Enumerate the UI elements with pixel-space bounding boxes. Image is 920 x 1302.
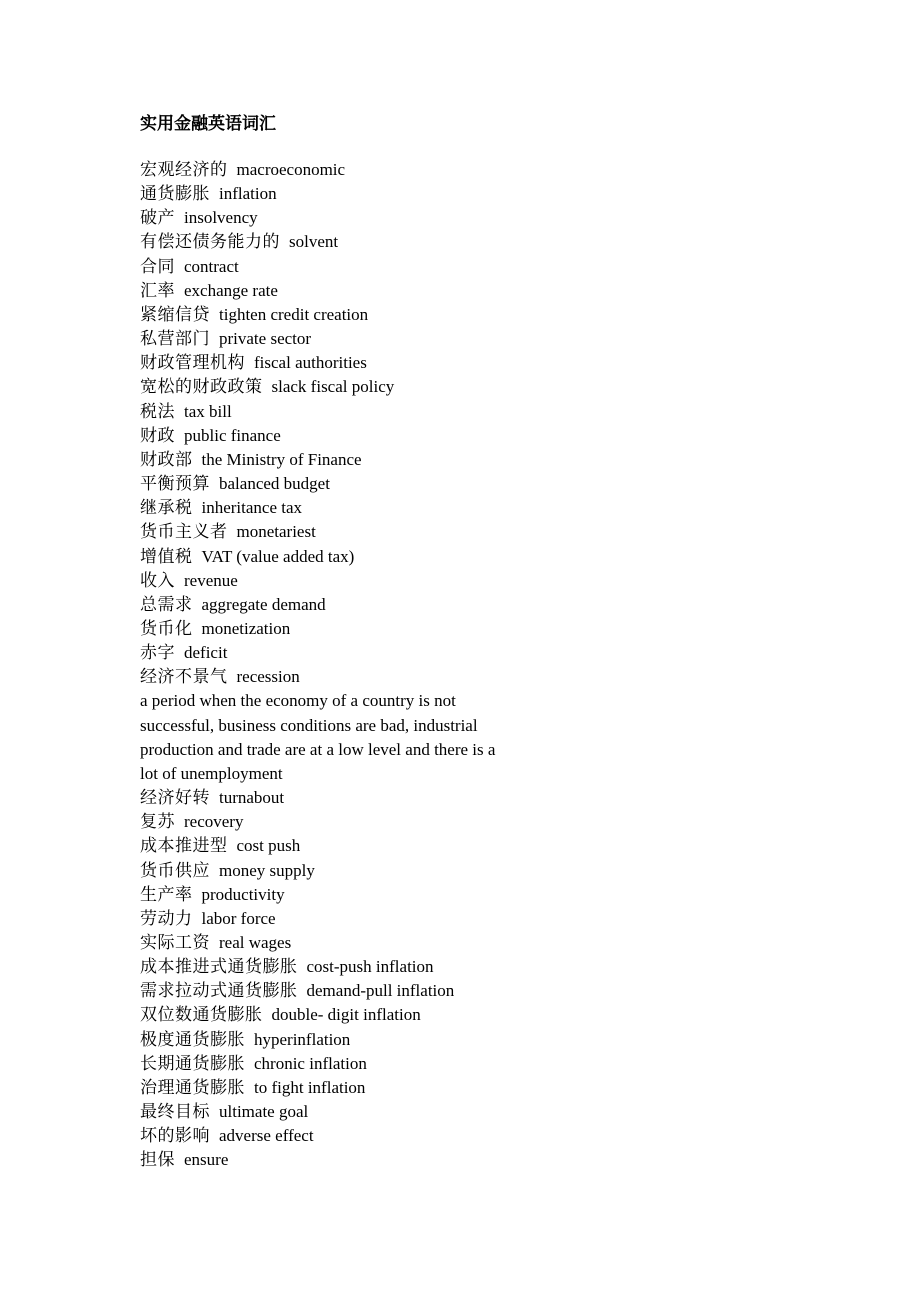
term-chinese: 财政部: [140, 449, 193, 469]
term-english: slack fiscal policy: [271, 377, 395, 397]
term-english: exchange rate: [184, 280, 278, 300]
term-english: recession: [236, 667, 300, 687]
list-item: [140, 182, 520, 206]
term-english: ensure: [184, 1150, 229, 1170]
list-item: [140, 375, 520, 399]
list-item: [140, 448, 520, 472]
term-english: tax bill: [184, 401, 232, 421]
term-english: double- digit inflation: [271, 1005, 421, 1025]
list-item: [140, 641, 520, 665]
term-english: the Ministry of Finance: [201, 449, 362, 469]
term-chinese: 平衡预算: [140, 474, 210, 494]
list-item: [140, 617, 520, 641]
term-english: productivity: [201, 884, 285, 904]
term-english: balanced budget: [219, 474, 330, 494]
term-english: contract: [184, 256, 239, 276]
term-chinese: 需求拉动式通货膨胀: [140, 981, 298, 1001]
term-english: aggregate demand: [201, 594, 326, 614]
term-english: macroeconomic: [236, 160, 346, 179]
term-chinese: 成本推进型: [140, 836, 228, 856]
list-item: [140, 1100, 520, 1124]
term-chinese: 破产: [140, 208, 175, 228]
term-chinese: 财政: [140, 425, 175, 445]
term-english: VAT (value added tax): [201, 546, 355, 566]
term-english: private sector: [219, 329, 312, 349]
term-chinese: 成本推进式通货膨胀: [140, 957, 298, 977]
term-english: monetariest: [236, 522, 316, 542]
term-english: labor force: [201, 908, 276, 928]
term-chinese: 宏观经济的: [140, 160, 228, 179]
recession-definition: a period when the economy of a country is not successful, business conditions are bad, industrial production and trade are at a low level and there is a lot of unemployment: [140, 691, 496, 783]
list-item: [140, 931, 520, 955]
term-english: chronic inflation: [254, 1053, 367, 1073]
term-english: insolvency: [184, 208, 258, 228]
term-english: recovery: [184, 812, 244, 832]
term-chinese: 宽松的财政政策: [140, 377, 263, 397]
term-english: money supply: [219, 860, 315, 880]
list-item: [140, 979, 520, 1003]
term-chinese: 增值税: [140, 546, 193, 566]
term-chinese: 坏的影响: [140, 1126, 210, 1146]
document-title: 实用金融英语词汇: [140, 114, 276, 133]
term-chinese: 合同: [140, 256, 175, 276]
term-english: to fight inflation: [254, 1077, 366, 1097]
term-chinese: 治理通货膨胀: [140, 1077, 245, 1097]
list-item: [140, 1076, 520, 1100]
list-item: [140, 1028, 520, 1052]
list-item: [140, 496, 520, 520]
term-english: ultimate goal: [219, 1102, 309, 1122]
list-item: [140, 907, 520, 931]
term-english: revenue: [184, 570, 238, 590]
list-item: [140, 279, 520, 303]
term-chinese: 复苏: [140, 812, 175, 832]
term-english: tighten credit creation: [219, 304, 369, 324]
term-english: deficit: [184, 643, 228, 663]
list-item: [140, 206, 520, 230]
term-english: monetization: [201, 618, 291, 638]
list-item: [140, 1124, 520, 1148]
list-item: [140, 859, 520, 883]
term-chinese: 极度通货膨胀: [140, 1029, 245, 1049]
term-chinese: 财政管理机构: [140, 353, 245, 373]
term-english: inheritance tax: [201, 498, 303, 518]
list-item: [140, 158, 520, 182]
list-item: [140, 520, 520, 544]
term-chinese: 总需求: [140, 594, 193, 614]
list-item: [140, 786, 520, 810]
term-english: demand-pull inflation: [306, 981, 455, 1001]
term-chinese: 经济好转: [140, 788, 210, 808]
term-chinese: 收入: [140, 570, 175, 590]
term-chinese: 最终目标: [140, 1102, 210, 1122]
term-english: public finance: [184, 425, 281, 445]
term-chinese: 货币主义者: [140, 522, 228, 542]
term-english: turnabout: [219, 788, 285, 808]
list-item: [140, 230, 520, 254]
term-chinese: 货币化: [140, 618, 193, 638]
list-item: [140, 955, 520, 979]
list-item: [140, 472, 520, 496]
term-chinese: 实际工资: [140, 933, 210, 952]
term-english: solvent: [289, 232, 339, 252]
list-item: [140, 665, 520, 689]
list-item: [140, 1003, 520, 1027]
list-item: [140, 424, 520, 448]
term-chinese: 双位数通货膨胀: [140, 1005, 263, 1025]
term-english: cost push: [236, 836, 301, 856]
term-english: cost-push inflation: [306, 957, 434, 977]
term-english: fiscal authorities: [254, 353, 367, 373]
term-chinese: 汇率: [140, 280, 175, 300]
term-chinese: 有偿还债务能力的: [140, 232, 280, 252]
term-chinese: 生产率: [140, 884, 193, 904]
term-chinese: 税法: [140, 401, 175, 421]
list-item: [140, 593, 520, 617]
term-chinese: 劳动力: [140, 908, 193, 928]
list-item: [140, 1052, 520, 1076]
term-chinese: 私营部门: [140, 329, 210, 349]
list-item: [140, 545, 520, 569]
list-item: [140, 351, 520, 375]
list-item: [140, 303, 520, 327]
term-chinese: 担保: [140, 1150, 175, 1170]
term-chinese: 赤字: [140, 643, 175, 663]
list-item: [140, 883, 520, 907]
list-item: [140, 255, 520, 279]
list-item: [140, 400, 520, 424]
list-item: [140, 1148, 520, 1172]
vocabulary-list: [140, 158, 520, 1173]
list-item: [140, 327, 520, 351]
term-english: hyperinflation: [254, 1029, 351, 1049]
term-chinese: 通货膨胀: [140, 184, 210, 204]
term-english: inflation: [219, 184, 277, 204]
term-chinese: 经济不景气: [140, 667, 228, 687]
list-item: [140, 834, 520, 858]
term-english: adverse effect: [219, 1126, 314, 1146]
term-chinese: 继承税: [140, 498, 193, 518]
term-chinese: 长期通货膨胀: [140, 1053, 245, 1073]
list-item: [140, 810, 520, 834]
list-item: [140, 569, 520, 593]
term-chinese: 货币供应: [140, 860, 210, 880]
term-english: real wages: [219, 933, 292, 952]
term-chinese: 紧缩信贷: [140, 304, 210, 324]
